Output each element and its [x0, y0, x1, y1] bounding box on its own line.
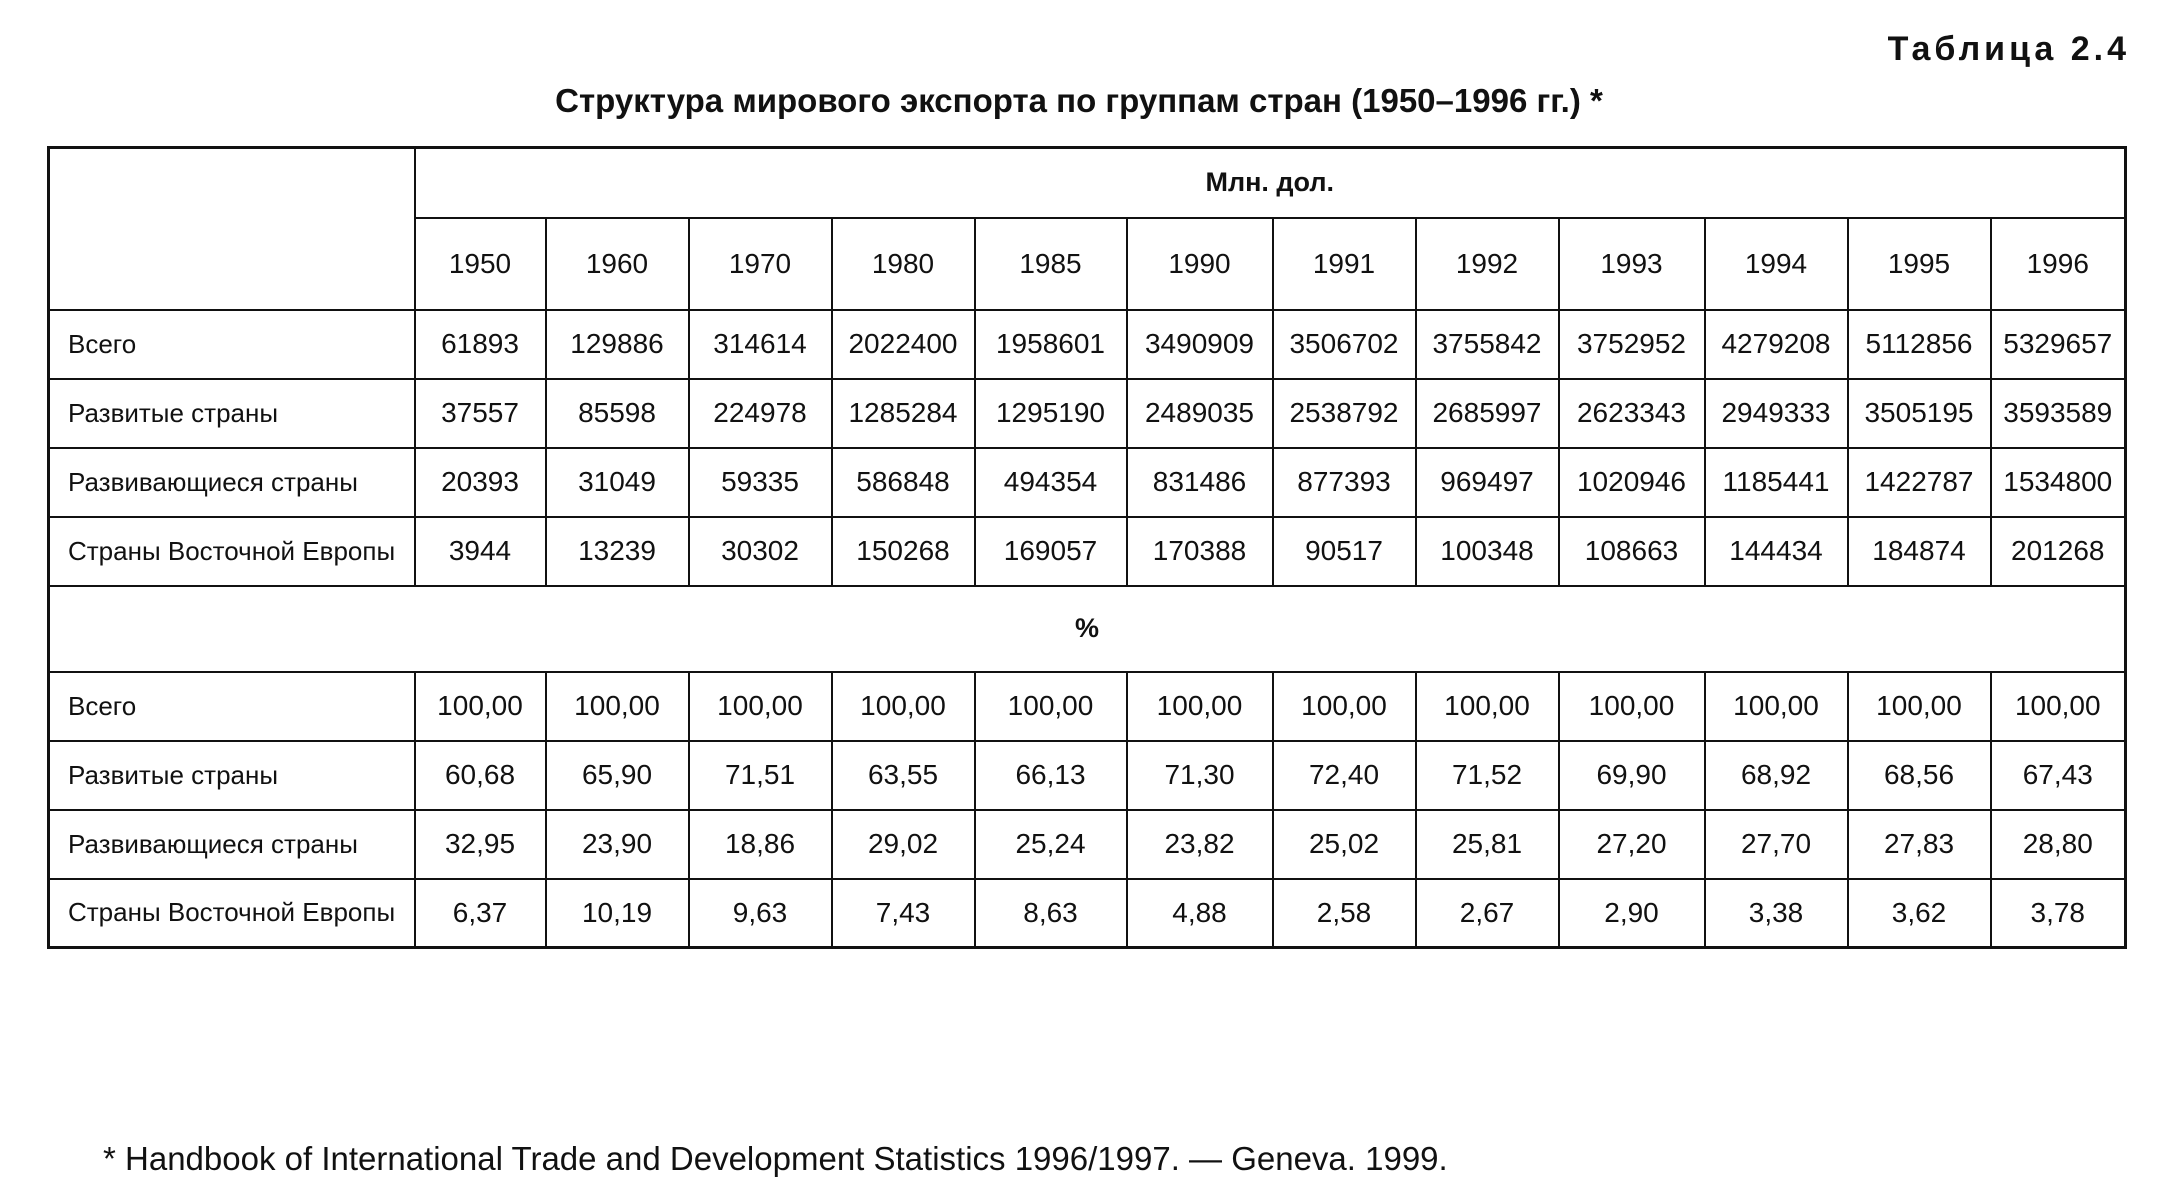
percent-values-section	[49, 672, 2126, 948]
value-cell: 169057	[975, 517, 1127, 586]
year-header-cell: 1950	[415, 218, 546, 310]
value-cell: 20393	[415, 448, 546, 517]
value-cell: 108663	[1559, 517, 1705, 586]
year-header-cell: 1993	[1559, 218, 1705, 310]
year-header-cell: 1970	[689, 218, 832, 310]
value-cell: 60,68	[415, 741, 546, 810]
value-cell: 10,19	[546, 879, 689, 948]
value-cell: 7,43	[832, 879, 975, 948]
value-cell: 2949333	[1705, 379, 1848, 448]
value-cell: 63,55	[832, 741, 975, 810]
value-cell: 586848	[832, 448, 975, 517]
value-cell: 71,51	[689, 741, 832, 810]
value-cell: 29,02	[832, 810, 975, 879]
value-cell: 66,13	[975, 741, 1127, 810]
table-row	[49, 810, 2126, 879]
value-cell: 37557	[415, 379, 546, 448]
value-cell: 2685997	[1416, 379, 1559, 448]
export-structure-table	[47, 146, 2127, 949]
value-cell: 1534800	[1991, 448, 2126, 517]
year-header-cell: 1996	[1991, 218, 2126, 310]
value-cell: 31049	[546, 448, 689, 517]
value-cell: 23,90	[546, 810, 689, 879]
value-cell: 65,90	[546, 741, 689, 810]
value-cell: 201268	[1991, 517, 2126, 586]
value-cell: 100,00	[689, 672, 832, 741]
value-cell: 69,90	[1559, 741, 1705, 810]
value-cell: 100,00	[832, 672, 975, 741]
value-cell: 2538792	[1273, 379, 1416, 448]
row-label-cell: Развитые страны	[49, 379, 415, 448]
value-cell: 170388	[1127, 517, 1273, 586]
table-row	[49, 517, 2126, 586]
value-cell: 90517	[1273, 517, 1416, 586]
value-cell: 3505195	[1848, 379, 1991, 448]
row-label-cell: Страны Восточной Европы	[49, 517, 415, 586]
value-cell: 2,90	[1559, 879, 1705, 948]
table-row	[49, 741, 2126, 810]
value-cell: 25,02	[1273, 810, 1416, 879]
value-cell: 3506702	[1273, 310, 1416, 379]
value-cell: 494354	[975, 448, 1127, 517]
value-cell: 100,00	[415, 672, 546, 741]
value-cell: 59335	[689, 448, 832, 517]
value-cell: 100,00	[1416, 672, 1559, 741]
value-cell: 100,00	[1559, 672, 1705, 741]
source-footnote: * Handbook of International Trade and Development Statistics 1996/1997. — Geneva. 1999.	[103, 1140, 1448, 1177]
value-cell: 100,00	[546, 672, 689, 741]
value-cell: 100,00	[1991, 672, 2126, 741]
value-cell: 3944	[415, 517, 546, 586]
value-cell: 23,82	[1127, 810, 1273, 879]
value-cell: 68,92	[1705, 741, 1848, 810]
value-cell: 2489035	[1127, 379, 1273, 448]
table-number-label: Таблица 2.4	[1887, 30, 2130, 68]
value-cell: 3593589	[1991, 379, 2126, 448]
value-cell: 184874	[1848, 517, 1991, 586]
value-cell: 2,67	[1416, 879, 1559, 948]
table-row	[49, 379, 2126, 448]
value-cell: 831486	[1127, 448, 1273, 517]
value-cell: 1020946	[1559, 448, 1705, 517]
year-header-cell: 1960	[546, 218, 689, 310]
row-label-cell: Развивающиеся страны	[49, 810, 415, 879]
year-header-cell: 1980	[832, 218, 975, 310]
value-cell: 68,56	[1848, 741, 1991, 810]
percent-section-header: %	[49, 586, 2126, 672]
value-cell: 3,78	[1991, 879, 2126, 948]
value-cell: 1295190	[975, 379, 1127, 448]
value-cell: 100,00	[1273, 672, 1416, 741]
value-cell: 100348	[1416, 517, 1559, 586]
value-cell: 6,37	[415, 879, 546, 948]
table-title: Структура мирового экспорта по группам стран (1950–1996 гг.) *	[555, 82, 1603, 119]
value-cell: 100,00	[1848, 672, 1991, 741]
value-cell: 2022400	[832, 310, 975, 379]
absolute-values-header: Млн. дол.	[415, 148, 2126, 218]
value-cell: 4,88	[1127, 879, 1273, 948]
value-cell: 3752952	[1559, 310, 1705, 379]
value-cell: 32,95	[415, 810, 546, 879]
value-cell: 30302	[689, 517, 832, 586]
value-cell: 100,00	[1705, 672, 1848, 741]
table-row	[49, 672, 2126, 741]
corner-cell	[49, 148, 415, 310]
value-cell: 5329657	[1991, 310, 2126, 379]
value-cell: 1958601	[975, 310, 1127, 379]
value-cell: 2,58	[1273, 879, 1416, 948]
value-cell: 4279208	[1705, 310, 1848, 379]
value-cell: 1185441	[1705, 448, 1848, 517]
year-header-cell: 1995	[1848, 218, 1991, 310]
value-cell: 71,30	[1127, 741, 1273, 810]
value-cell: 71,52	[1416, 741, 1559, 810]
value-cell: 144434	[1705, 517, 1848, 586]
value-cell: 3490909	[1127, 310, 1273, 379]
value-cell: 877393	[1273, 448, 1416, 517]
value-cell: 2623343	[1559, 379, 1705, 448]
value-cell: 1422787	[1848, 448, 1991, 517]
value-cell: 72,40	[1273, 741, 1416, 810]
year-header-cell: 1985	[975, 218, 1127, 310]
absolute-values-section	[49, 310, 2126, 586]
value-cell: 18,86	[689, 810, 832, 879]
value-cell: 27,20	[1559, 810, 1705, 879]
value-cell: 25,81	[1416, 810, 1559, 879]
row-label-cell: Страны Восточной Европы	[49, 879, 415, 948]
row-label-cell: Всего	[49, 672, 415, 741]
value-cell: 28,80	[1991, 810, 2126, 879]
value-cell: 8,63	[975, 879, 1127, 948]
value-cell: 5112856	[1848, 310, 1991, 379]
value-cell: 3,62	[1848, 879, 1991, 948]
value-cell: 1285284	[832, 379, 975, 448]
row-label-cell: Развивающиеся страны	[49, 448, 415, 517]
value-cell: 150268	[832, 517, 975, 586]
value-cell: 67,43	[1991, 741, 2126, 810]
value-cell: 85598	[546, 379, 689, 448]
table-row	[49, 879, 2126, 948]
value-cell: 25,24	[975, 810, 1127, 879]
value-cell: 224978	[689, 379, 832, 448]
value-cell: 13239	[546, 517, 689, 586]
value-cell: 61893	[415, 310, 546, 379]
value-cell: 27,70	[1705, 810, 1848, 879]
value-cell: 3755842	[1416, 310, 1559, 379]
table-row	[49, 310, 2126, 379]
value-cell: 100,00	[1127, 672, 1273, 741]
value-cell: 969497	[1416, 448, 1559, 517]
year-header-cell: 1994	[1705, 218, 1848, 310]
year-header-cell: 1992	[1416, 218, 1559, 310]
row-label-cell: Развитые страны	[49, 741, 415, 810]
value-cell: 129886	[546, 310, 689, 379]
value-cell: 27,83	[1848, 810, 1991, 879]
year-header-cell: 1991	[1273, 218, 1416, 310]
value-cell: 9,63	[689, 879, 832, 948]
table-row	[49, 448, 2126, 517]
value-cell: 100,00	[975, 672, 1127, 741]
value-cell: 3,38	[1705, 879, 1848, 948]
year-header-cell: 1990	[1127, 218, 1273, 310]
row-label-cell: Всего	[49, 310, 415, 379]
value-cell: 314614	[689, 310, 832, 379]
